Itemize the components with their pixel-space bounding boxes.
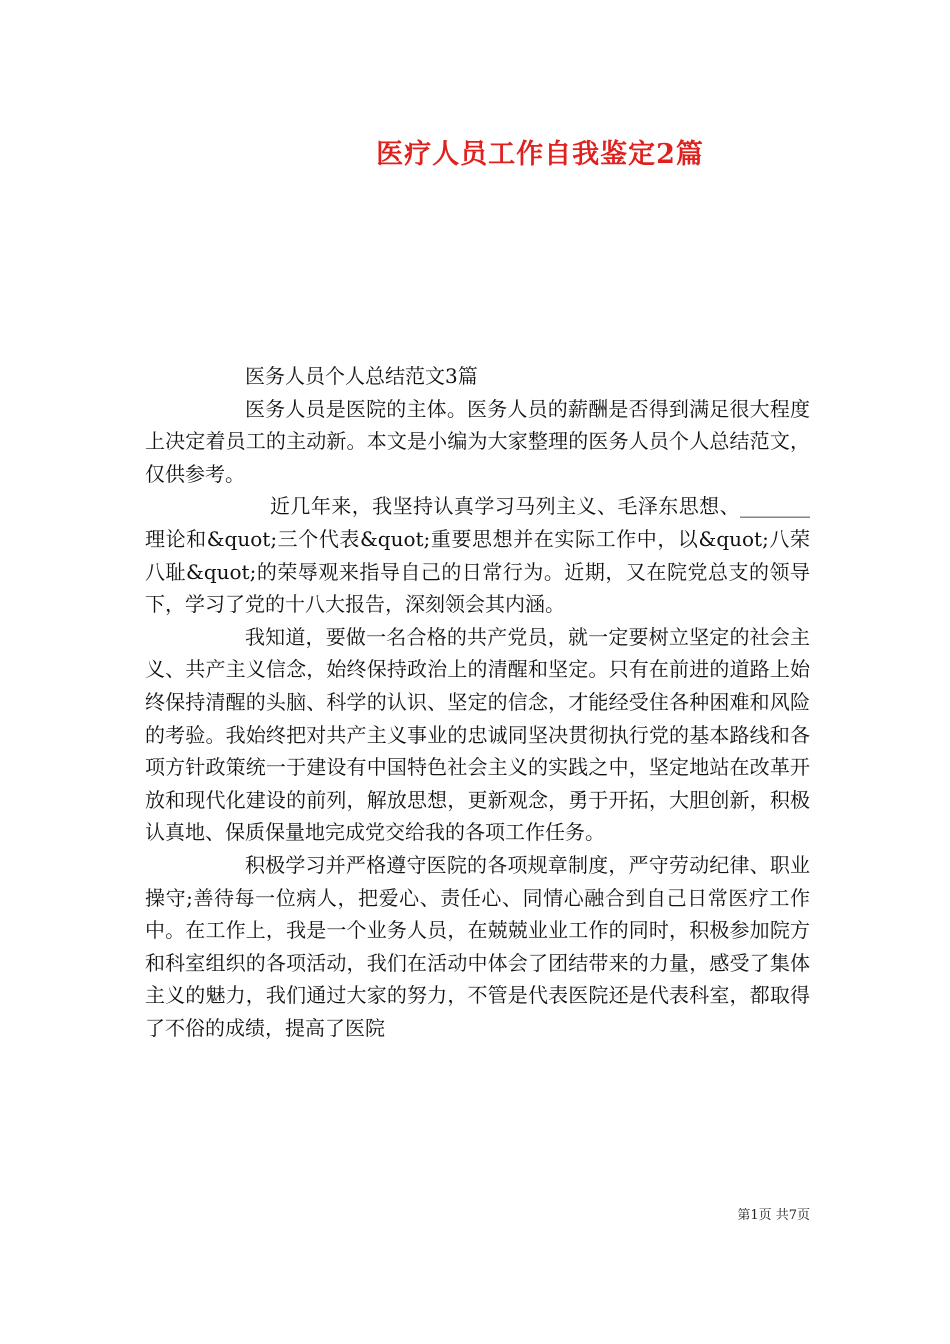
paragraph-study: 近几年来，我坚持认真学习马列主义、毛泽东思想、_______理论和&quot;三个代表&quot;重要思想并在实际工作中，以&quot;八荣八耻&quot;的荣辱观来指导自己的日常行为。近期，又在院党总支的领导下，学习了党的十八大报告，深刻领会其内涵。 <box>145 494 810 617</box>
document-title: 医疗人员工作自我鉴定2篇 <box>376 139 704 170</box>
paragraph-belief: 我知道，要做一名合格的共产党员，就一定要树立坚定的社会主义、共产主义信念，始终保持政治上的清醒和坚定。只有在前进的道路上始终保持清醒的头脑、科学的认识、坚定的信念，才能经受住各种困难和风险的考验。我始终把对共产主义事业的忠诚同坚决贯彻执行党的基本路线和各项方针政策统一于建设有中国特色社会主义的实践之中，坚定地站在改革开放和现代化建设的前列，解放思想，更新观念，勇于开拓，大胆创新，积极认真地、保质保量地完成党交给我的各项工作任务。 <box>145 624 810 845</box>
document-subtitle: 医务人员个人总结范文3篇 <box>245 364 478 388</box>
paragraph-intro: 医务人员是医院的主体。医务人员的薪酬是否得到满足很大程度上决定着员工的主动新。本文是小编为大家整理的医务人员个人总结范文，仅供参考。 <box>145 396 810 486</box>
document-body <box>145 360 810 1044</box>
page-number: 第1页 共7页 <box>737 1208 810 1223</box>
paragraph-work: 积极学习并严格遵守医院的各项规章制度，严守劳动纪律、职业操守;善待每一位病人，把爱心、责任心、同情心融合到自己日常医疗工作中。在工作上，我是一个业务人员，在兢兢业业工作的同时，积极参加院方和科室组织的各项活动，我们在活动中体会了团结带来的力量，感受了集体主义的魅力，我们通过大家的努力，不管是代表医院还是代表科室，都取得了不俗的成绩，提高了医院 <box>145 852 810 1040</box>
